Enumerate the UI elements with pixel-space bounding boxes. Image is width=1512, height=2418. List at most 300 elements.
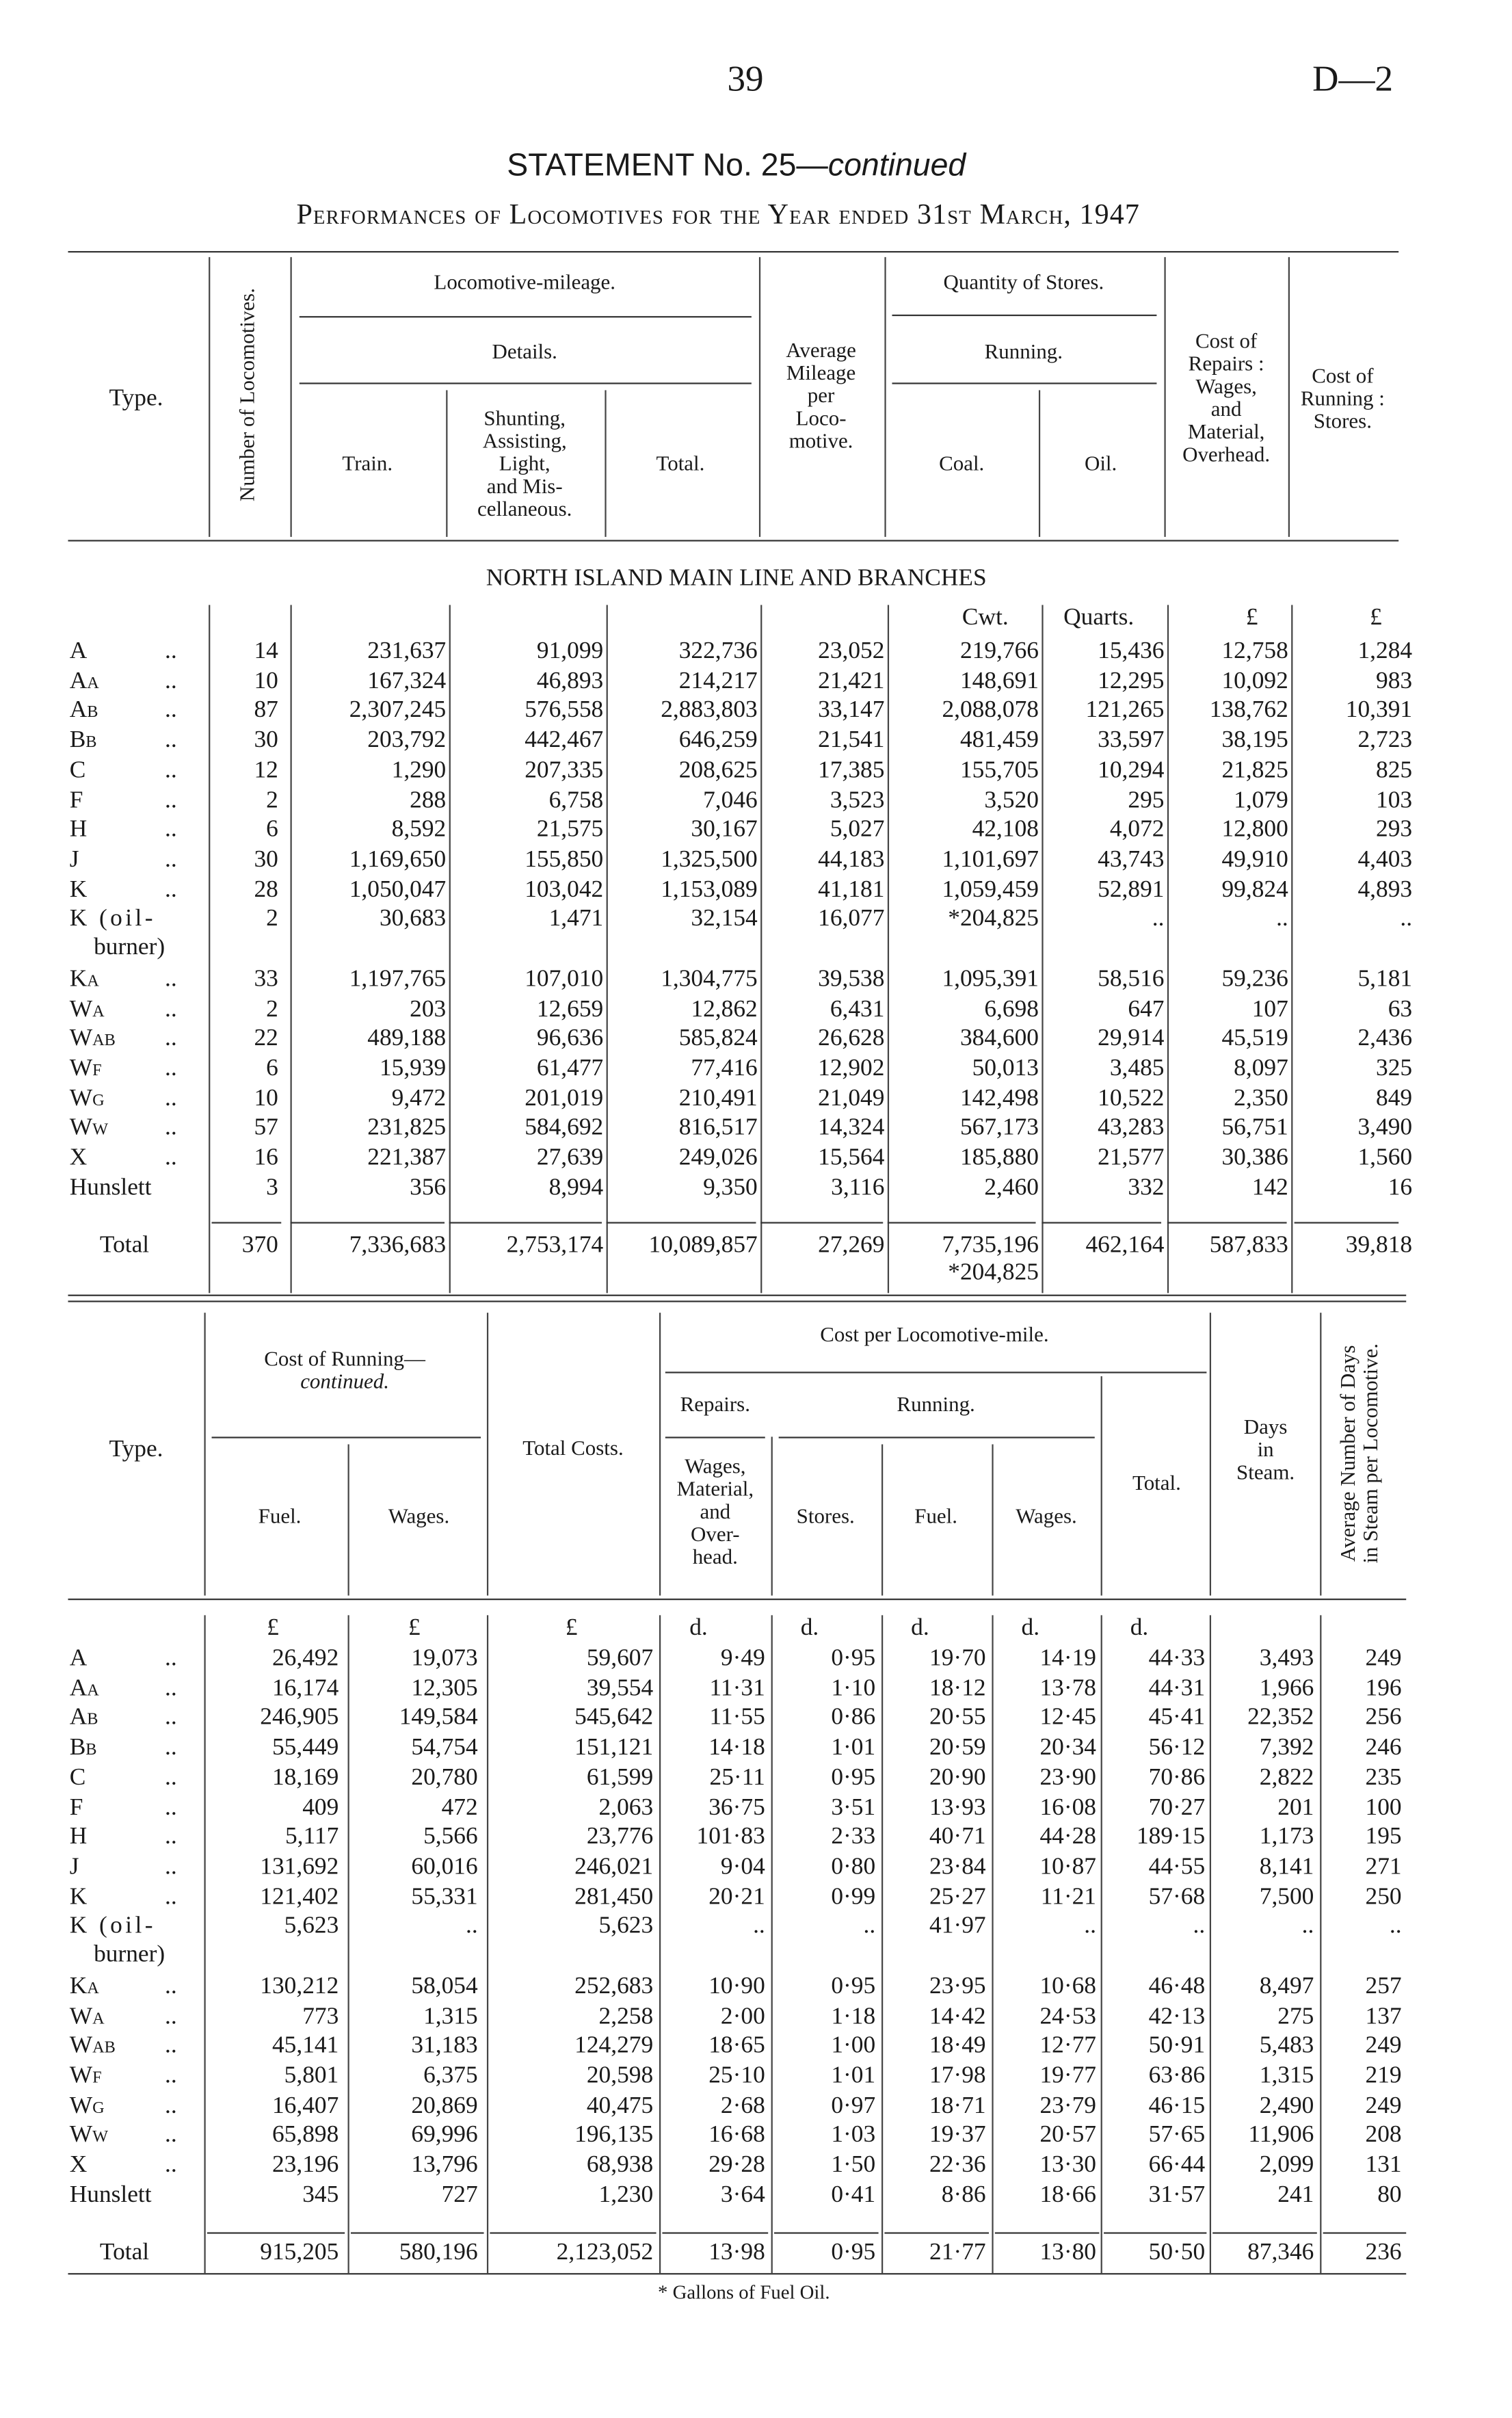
- table2-row-cell: 70·27: [1148, 1794, 1206, 1820]
- leader-dots: ..: [164, 966, 177, 992]
- leader-dots: ..: [164, 698, 177, 724]
- column-divider: [209, 257, 210, 537]
- table2-row-cell: 50·91: [1148, 2032, 1206, 2059]
- table2-total-cell: 0·95: [831, 2239, 876, 2266]
- table1-row-type: K (oil-: [69, 906, 156, 932]
- table1-total-cell: 7,336,683: [349, 1232, 447, 1259]
- leader-dots: ..: [164, 2062, 177, 2089]
- table1-row-cell: 103,042: [525, 876, 604, 903]
- table2-row-cell: 18·71: [929, 2092, 986, 2118]
- leader-dots: ..: [164, 2003, 177, 2029]
- header-details: Details.: [492, 341, 557, 365]
- header-total: Total.: [656, 454, 705, 477]
- table1-row-cell: 1,471: [548, 906, 604, 932]
- rule: [212, 1222, 282, 1223]
- table1-row-type: Ab: [69, 698, 98, 724]
- table2-row-type: Hunslett: [69, 2181, 152, 2208]
- table1-row-type: A: [69, 638, 88, 664]
- column-divider: [771, 1436, 773, 1595]
- table2-row-cell: 16·08: [1039, 1794, 1096, 1820]
- table1-row-cell: 96,636: [536, 1025, 604, 1052]
- table1-row-cell: 12,800: [1221, 817, 1288, 843]
- table2-row-cell: 196: [1365, 1675, 1402, 1701]
- table1-row-cell: 295: [1128, 787, 1165, 813]
- rule: [665, 1371, 1207, 1373]
- table2-row-cell: 5,483: [1259, 2032, 1314, 2059]
- table2-row-cell: 18·12: [929, 1675, 986, 1701]
- table2-total-cell: 13·98: [708, 2239, 765, 2266]
- table1-row-cell: 30,386: [1221, 1144, 1288, 1171]
- table2-total-cell: 580,196: [399, 2239, 478, 2266]
- table2-row-cell: 46·15: [1148, 2092, 1206, 2118]
- table2-row-type: Ww: [69, 2122, 109, 2148]
- table1-row-type: Wab: [69, 1025, 116, 1052]
- header-cost-of-running: Cost of Running—: [264, 1349, 425, 1372]
- rule: [1104, 2232, 1206, 2233]
- table1-row-cell: 32,154: [691, 906, 758, 932]
- table2-row-type: X: [69, 2152, 88, 2178]
- table1-row-cell: 56,751: [1221, 1115, 1288, 1141]
- table2-row-cell: 101·83: [696, 1824, 765, 1850]
- rule: [665, 1436, 765, 1438]
- column-divider: [605, 390, 606, 536]
- table1-row-cell: 21,421: [818, 668, 885, 694]
- table2-row-cell: 44·55: [1148, 1854, 1206, 1880]
- table1-row-cell: 21,825: [1221, 757, 1288, 783]
- table2-row-cell: ..: [753, 1913, 765, 1940]
- table1-total-cell: 370: [241, 1232, 278, 1259]
- table1-row-cell: 23,052: [818, 638, 885, 664]
- table1-row-cell: 584,692: [525, 1115, 604, 1141]
- table2-row-cell: 6,375: [423, 2062, 478, 2089]
- unit-label: d.: [800, 1615, 819, 1641]
- table1-row-cell: 7,046: [703, 787, 758, 813]
- table1-row-cell: 1,059,459: [942, 876, 1039, 903]
- table2-row-cell: 0·41: [831, 2181, 876, 2208]
- table2-row-cell: 131: [1365, 2152, 1402, 2178]
- table1-row-cell: 3,116: [831, 1174, 885, 1200]
- table1-total-cell: 27,269: [818, 1232, 885, 1259]
- header-average-mileage: Average: [786, 340, 856, 363]
- table2-row-cell: 8,141: [1259, 1854, 1314, 1880]
- table2-row-cell: 1·10: [831, 1675, 876, 1701]
- table1-row-cell: 107,010: [525, 966, 604, 992]
- table2-row-cell: 9·04: [720, 1854, 765, 1880]
- table1-row-cell: 30: [254, 846, 278, 873]
- table1-row-cell: 38,195: [1221, 727, 1288, 754]
- table2-row-cell: 10·68: [1039, 1973, 1096, 1999]
- rule: [884, 2232, 989, 2233]
- section-heading: NORTH ISLAND MAIN LINE AND BRANCHES: [486, 565, 987, 592]
- rule: [449, 1222, 602, 1223]
- table1-row-type: Wg: [69, 1085, 105, 1112]
- table2-row-cell: 20,780: [411, 1764, 478, 1791]
- table2-row-cell: 0·86: [831, 1705, 876, 1731]
- table2-row-cell: 149,584: [399, 1705, 478, 1731]
- table1-row-cell: 16: [254, 1144, 278, 1171]
- table1-row-type: Wf: [69, 1055, 102, 1081]
- header-running: Running.: [984, 341, 1063, 365]
- table2-row-cell: 124,279: [574, 2032, 654, 2059]
- rule: [779, 1436, 1095, 1438]
- table1-row-cell: 15,939: [379, 1055, 447, 1081]
- table1-row-cell: 16: [1388, 1174, 1413, 1200]
- table1-row-type: Hunslett: [69, 1174, 152, 1200]
- table1-row-cell: 27,639: [536, 1144, 604, 1171]
- rule: [351, 2232, 484, 2233]
- table1-row-cell: 15,564: [818, 1144, 885, 1171]
- table2-row-cell: 201: [1277, 1794, 1314, 1820]
- table1-row-cell: 10: [254, 668, 278, 694]
- table1-row-type: J: [69, 846, 79, 873]
- table1-row-cell: 1,079: [1234, 787, 1288, 813]
- table2-row-cell: 257: [1365, 1973, 1402, 1999]
- table1-row-cell: 142: [1251, 1174, 1288, 1200]
- table1-row-type: Ww: [69, 1115, 109, 1141]
- table1-row-cell: 8,097: [1234, 1055, 1288, 1081]
- table2-row-cell: 100: [1365, 1794, 1402, 1820]
- table1-row-cell: 384,600: [959, 1025, 1039, 1052]
- table1-row-cell: 91,099: [536, 638, 604, 664]
- table1-row-cell: 33,147: [818, 698, 885, 724]
- table2-row-cell: 11·55: [709, 1705, 765, 1731]
- table2-row-type: H: [69, 1824, 88, 1850]
- table1-row-type: H: [69, 817, 88, 843]
- table1-row-cell: 231,825: [367, 1115, 447, 1141]
- table2-row-cell: 189·15: [1136, 1824, 1206, 1850]
- header-cost-of-repairs: Material,: [1187, 421, 1265, 445]
- unit-label: £: [408, 1615, 421, 1641]
- table1-row-type: Wa: [69, 995, 105, 1022]
- table1-row-cell: 87: [254, 698, 278, 724]
- table2-row-cell: 2·68: [720, 2092, 765, 2118]
- table1-row-cell: 15,436: [1098, 638, 1165, 664]
- table2-row-cell: 16,174: [271, 1675, 339, 1701]
- table1-row-cell: 10,092: [1221, 668, 1288, 694]
- table1-row-cell: 9,350: [703, 1174, 758, 1200]
- table1-row-type: K: [69, 876, 88, 903]
- leader-dots: ..: [164, 2032, 177, 2059]
- column-divider: [1320, 1313, 1321, 1595]
- table2-row-cell: 773: [302, 2003, 339, 2029]
- table2-row-cell: 56·12: [1148, 1735, 1206, 1761]
- header-shunting: Shunting,: [483, 408, 566, 432]
- table2-row-cell: 5,623: [598, 1913, 654, 1940]
- table1-row-cell: 17,385: [818, 757, 885, 783]
- header-cost-of-running-stores: Cost of: [1312, 366, 1374, 389]
- table2-row-cell: 44·31: [1148, 1675, 1206, 1701]
- rule: [68, 2273, 1406, 2274]
- table2-row-cell: 196,135: [574, 2122, 654, 2148]
- table2-row-cell: 23·84: [929, 1854, 986, 1880]
- table2-row-cell: 54,754: [411, 1735, 478, 1761]
- table1-total-oil-note: *204,825: [948, 1259, 1039, 1286]
- table2-total-cell: 50·50: [1148, 2239, 1206, 2266]
- table1-row-cell: 442,467: [525, 727, 604, 754]
- header-coal: Coal.: [939, 454, 985, 477]
- header-train: Train.: [342, 454, 393, 477]
- rule: [1323, 2232, 1407, 2233]
- header-cost-of-running-stores: Stores.: [1313, 411, 1372, 434]
- table2-row-cell: 250: [1365, 1884, 1402, 1910]
- table2-row-cell: 19·77: [1039, 2062, 1096, 2089]
- table1-row-cell: 6: [266, 1055, 278, 1081]
- table2-row-cell: 14·19: [1039, 1645, 1096, 1672]
- table2-row-cell: 249: [1365, 1645, 1402, 1672]
- leader-dots: ..: [164, 2092, 177, 2118]
- table1-row-cell: 148,691: [959, 668, 1039, 694]
- footnote: * Gallons of Fuel Oil.: [658, 2281, 830, 2304]
- column-divider: [487, 1313, 488, 1595]
- table2-row-cell: 18·66: [1039, 2181, 1096, 2208]
- title-continued: continued: [827, 148, 966, 183]
- table2-row-cell: 0·95: [831, 1645, 876, 1672]
- table1-row-cell: 2: [266, 906, 278, 932]
- rule: [760, 1222, 883, 1223]
- rule: [300, 382, 752, 384]
- leader-dots: ..: [164, 876, 177, 903]
- table2-row-cell: 0·80: [831, 1854, 876, 1880]
- table2-row-cell: 208: [1365, 2122, 1402, 2148]
- table2-row-cell: 271: [1365, 1854, 1402, 1880]
- table1-row-cell: 2,436: [1357, 1025, 1413, 1052]
- header-number-of-locomotives: Number of Locomotives.: [237, 288, 261, 502]
- table2-row-cell: 26,492: [271, 1645, 339, 1672]
- table2-row-cell: 0·97: [831, 2092, 876, 2118]
- table2-row-cell: 545,642: [574, 1705, 654, 1731]
- header-continued: continued.: [300, 1371, 390, 1395]
- header-total-costs: Total Costs.: [522, 1438, 624, 1461]
- table2-row-cell: 2,490: [1259, 2092, 1314, 2118]
- table1-row-cell: 293: [1376, 817, 1413, 843]
- table1-row-cell: 12,902: [818, 1055, 885, 1081]
- table2-row-cell: 16,407: [271, 2092, 339, 2118]
- table1-row-cell: 576,558: [525, 698, 604, 724]
- table2-row-cell: 55,331: [411, 1884, 478, 1910]
- table2-row-cell: 20,598: [586, 2062, 654, 2089]
- table2-row-cell: 11·31: [709, 1675, 765, 1701]
- table1-row-cell: 30: [254, 727, 278, 754]
- table2-row-cell: 5,117: [284, 1824, 339, 1850]
- table2-row-cell: 256: [1365, 1705, 1402, 1731]
- table1-row-type: F: [69, 787, 83, 813]
- table1-row-cell: 185,880: [959, 1144, 1039, 1171]
- column-divider: [759, 257, 760, 537]
- table1-row-cell: 3: [266, 1174, 278, 1200]
- table1-row-type: X: [69, 1144, 88, 1171]
- leader-dots: ..: [164, 1055, 177, 1081]
- table2-row-cell: 13,796: [411, 2152, 478, 2178]
- table2-row-cell: 472: [441, 1794, 478, 1820]
- header-days-in-steam: Steam.: [1236, 1462, 1295, 1486]
- table2-row-type: F: [69, 1794, 83, 1820]
- table2-total-cell: 13·80: [1039, 2239, 1096, 2266]
- table1-row-cell: 57: [254, 1115, 278, 1141]
- table2-row-type: K: [69, 1884, 88, 1910]
- table2-row-cell: 23·95: [929, 1973, 986, 1999]
- table2-row-cell: 70·86: [1148, 1764, 1206, 1791]
- table1-row-cell: 1,560: [1357, 1144, 1413, 1171]
- table2-row-cell: 8·86: [941, 2181, 986, 2208]
- table1-total-cell: 462,164: [1085, 1232, 1165, 1259]
- table1-row-cell: 1,304,775: [661, 966, 758, 992]
- header-average-mileage: per: [807, 385, 835, 408]
- title-text: STATEMENT No. 25—: [507, 148, 828, 183]
- table1-row-cell: 52,891: [1098, 876, 1165, 903]
- table1-row-cell: 2,350: [1234, 1085, 1288, 1112]
- table1-row-cell: 22: [254, 1025, 278, 1052]
- table2-row-cell: 23,776: [586, 1824, 654, 1850]
- table2-total-label: Total: [99, 2239, 150, 2266]
- table1-row-cell: 322,736: [678, 638, 758, 664]
- table2-row-cell: 1,173: [1259, 1824, 1314, 1850]
- table2-row-cell: 13·93: [929, 1794, 986, 1820]
- header-shunting: Light,: [499, 454, 551, 477]
- table2-row-cell: 246: [1365, 1735, 1402, 1761]
- table2-row-cell: 2,258: [598, 2003, 654, 2029]
- rule: [300, 316, 752, 317]
- table2-row-cell: 727: [441, 2181, 478, 2208]
- table2-row-cell: 24·53: [1039, 2003, 1096, 2029]
- table1-row-cell: 4,893: [1357, 876, 1413, 903]
- table2-row-cell: 0·99: [831, 1884, 876, 1910]
- table2-row-cell: 275: [1277, 2003, 1314, 2029]
- leader-dots: ..: [164, 2152, 177, 2178]
- table2-row-cell: 195: [1365, 1824, 1402, 1850]
- table2-row-cell: 130,212: [260, 1973, 339, 1999]
- table2-row-type: Bb: [69, 1735, 97, 1761]
- rule: [291, 1222, 445, 1223]
- unit-label: Cwt.: [961, 605, 1009, 631]
- header-wages-material-overhead: Wages,: [685, 1456, 746, 1480]
- table1-row-cell: ..: [1400, 906, 1413, 932]
- statement-subtitle: Performances of Locomotives for the Year ended 31st March, 1947: [296, 199, 1140, 232]
- table2-row-cell: 121,402: [260, 1884, 339, 1910]
- table1-row-cell: 12,659: [536, 995, 604, 1022]
- table1-row-cell: 21,541: [818, 727, 885, 754]
- table2-row-cell: 20·21: [708, 1884, 765, 1910]
- table2-row-cell: 281,450: [574, 1884, 654, 1910]
- header-wages-material-overhead: Material,: [676, 1479, 754, 1502]
- table2-row-type-cont: burner): [94, 1942, 165, 1969]
- column-divider: [881, 1445, 883, 1596]
- table1-row-cell: 983: [1376, 668, 1413, 694]
- table2-row-cell: 10·87: [1039, 1854, 1096, 1880]
- header-stores: Stores.: [796, 1506, 855, 1529]
- table2-row-cell: 45·41: [1148, 1705, 1206, 1731]
- table2-row-cell: 44·33: [1148, 1645, 1206, 1672]
- table2-row-cell: 20·57: [1039, 2122, 1096, 2148]
- table2-row-cell: 5,566: [423, 1824, 478, 1850]
- table1-row-cell: 2: [266, 995, 278, 1022]
- table2-row-type: Wab: [69, 2032, 116, 2059]
- leader-dots: ..: [164, 1764, 177, 1791]
- table2-row-cell: 20·34: [1039, 1735, 1096, 1761]
- rule: [1167, 1222, 1287, 1223]
- table2-row-cell: 345: [302, 2181, 339, 2208]
- header-wages: Wages.: [388, 1506, 450, 1529]
- table1-row-cell: 99,824: [1221, 876, 1288, 903]
- table2-row-cell: 60,016: [411, 1854, 478, 1880]
- table1-row-cell: 849: [1376, 1085, 1413, 1112]
- table1-row-cell: 43,283: [1098, 1115, 1165, 1141]
- leader-dots: ..: [164, 817, 177, 843]
- table2-row-cell: 3·51: [831, 1794, 876, 1820]
- table1-row-cell: 41,181: [818, 876, 885, 903]
- table1-row-type: Aa: [69, 668, 99, 694]
- table2-row-cell: 2·33: [831, 1824, 876, 1850]
- table2-row-cell: 19·70: [929, 1645, 986, 1672]
- table2-row-cell: 31·57: [1148, 2181, 1206, 2208]
- table1-total-cell: 7,735,196: [942, 1232, 1039, 1259]
- table2-row-cell: 8,497: [1259, 1973, 1314, 1999]
- table1-row-cell: 5,027: [830, 817, 885, 843]
- table2-row-cell: 219: [1365, 2062, 1402, 2089]
- header-type: Type.: [109, 385, 163, 412]
- table2-row-cell: 151,121: [574, 1735, 654, 1761]
- table1-row-cell: 14: [254, 638, 278, 664]
- table1-row-cell: 33,597: [1098, 727, 1165, 754]
- table2-total-cell: 87,346: [1247, 2239, 1314, 2266]
- table2-row-cell: ..: [465, 1913, 478, 1940]
- column-divider: [1039, 390, 1040, 536]
- table1-row-cell: 2: [266, 787, 278, 813]
- table2-row-cell: 14·42: [929, 2003, 986, 2029]
- table1-row-cell: 647: [1128, 995, 1165, 1022]
- table2-row-cell: 66·44: [1148, 2152, 1206, 2178]
- table1-row-cell: 288: [410, 787, 447, 813]
- table2-row-cell: 1·00: [831, 2032, 876, 2059]
- statement-title: [507, 148, 966, 185]
- table1-row-cell: 3,490: [1357, 1115, 1413, 1141]
- rule: [892, 315, 1156, 316]
- table1-row-cell: 2,460: [984, 1174, 1039, 1200]
- table1-row-cell: 3,523: [830, 787, 885, 813]
- header-average-days-in-steam: [1338, 1310, 1383, 1597]
- table2-row-cell: 45,141: [271, 2032, 339, 2059]
- table1-row-cell: 249,026: [678, 1144, 758, 1171]
- column-divider: [1288, 257, 1290, 537]
- table2-row-cell: 131,692: [260, 1854, 339, 1880]
- rule: [490, 2232, 656, 2233]
- table1-row-cell: 8,994: [548, 1174, 604, 1200]
- table1-row-cell: 10,522: [1098, 1085, 1165, 1112]
- table1-row-cell: 30,167: [691, 817, 758, 843]
- leader-dots: ..: [164, 1085, 177, 1112]
- table2-row-type: J: [69, 1854, 79, 1880]
- rule: [207, 2232, 345, 2233]
- header-wages-per-mile: Wages.: [1016, 1506, 1077, 1529]
- table2-row-cell: 16·68: [708, 2122, 765, 2148]
- table1-row-cell: 5,181: [1357, 966, 1413, 992]
- table2-row-cell: 18,169: [271, 1764, 339, 1791]
- table2-row-cell: 1·01: [831, 1735, 876, 1761]
- table2-row-cell: 1·18: [831, 2003, 876, 2029]
- table2-row-cell: 20·90: [929, 1764, 986, 1791]
- table2-row-cell: 23·79: [1039, 2092, 1096, 2118]
- table2-row-cell: 18·49: [929, 2032, 986, 2059]
- unit-label: d.: [1021, 1615, 1040, 1641]
- table1-row-cell: 825: [1376, 757, 1413, 783]
- table2-row-cell: 11,906: [1248, 2122, 1314, 2148]
- table1-row-cell: 29,914: [1098, 1025, 1165, 1052]
- table1-row-cell: 207,335: [525, 757, 604, 783]
- unit-label: £: [1370, 605, 1382, 631]
- table1-row-cell: 203: [410, 995, 447, 1022]
- table1-row-cell: 6,758: [548, 787, 604, 813]
- rule: [662, 2232, 768, 2233]
- table2-row-cell: 12·45: [1039, 1705, 1096, 1731]
